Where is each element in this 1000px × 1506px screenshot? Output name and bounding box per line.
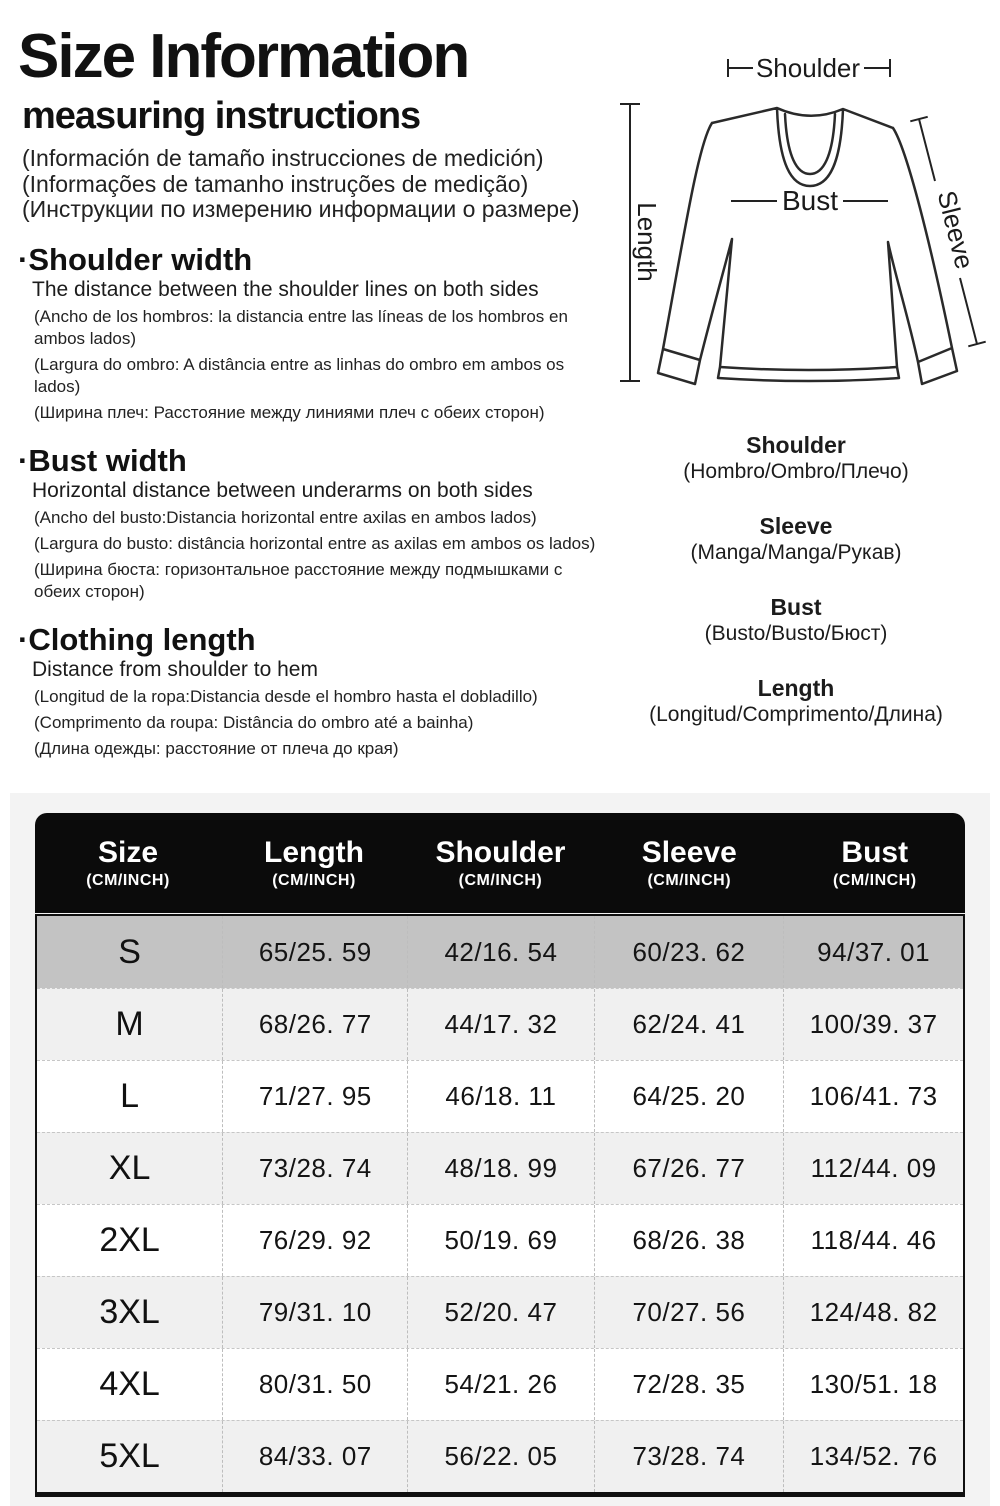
legend-name: Bust xyxy=(770,594,822,620)
shoulder-cell: 50/19. 69 xyxy=(407,1205,593,1276)
shoulder-cell: 48/18. 99 xyxy=(407,1133,593,1204)
column-header-size xyxy=(35,836,221,890)
legend-translation: (Busto/Busto/Бюст) xyxy=(704,622,888,645)
column-unit: (CM/INCH) xyxy=(272,872,356,889)
size-table-panel xyxy=(10,793,990,1506)
column-label: Bust xyxy=(841,836,909,869)
translation-es: (Ancho de los hombros: la distancia entre las líneas de los hombros en ambos lados) xyxy=(34,306,568,348)
size-cell: XL xyxy=(108,1149,151,1187)
shoulder-cell: 56/22. 05 xyxy=(407,1421,593,1492)
table-row-m xyxy=(37,988,963,1060)
section-bust-translations xyxy=(18,507,610,603)
table-row-5xl xyxy=(37,1420,963,1492)
length-cell: 76/29. 92 xyxy=(222,1205,407,1276)
section-shoulder-width xyxy=(18,243,610,424)
legend-item-length xyxy=(600,675,992,728)
length-cell: 65/25. 59 xyxy=(222,916,407,988)
legend-item-sleeve xyxy=(600,513,992,566)
translation-ru: (Ширина плеч: Расстояние между линиями плеч с обеих сторон) xyxy=(34,402,545,422)
sleeve-cell: 60/23. 62 xyxy=(594,916,784,988)
shoulder-cell: 52/20. 47 xyxy=(407,1277,593,1348)
sleeve-cell: 67/26. 77 xyxy=(594,1133,784,1204)
shoulder-cell: 46/18. 11 xyxy=(407,1061,593,1132)
section-length-heading xyxy=(18,623,610,657)
sleeve-cell: 72/28. 35 xyxy=(594,1349,784,1420)
size-cell: 2XL xyxy=(99,1221,160,1259)
bullet-dot: · xyxy=(18,442,29,478)
length-cell: 79/31. 10 xyxy=(222,1277,407,1348)
sleeve-cell: 64/25. 20 xyxy=(594,1061,784,1132)
bust-cell: 134/52. 76 xyxy=(783,1421,963,1492)
size-cell: M xyxy=(115,1005,144,1043)
length-cell: 71/27. 95 xyxy=(222,1061,407,1132)
section-shoulder-translations xyxy=(18,306,610,424)
table-row-s xyxy=(37,916,963,988)
bust-diagram-label: Bust xyxy=(781,185,839,216)
column-unit: (CM/INCH) xyxy=(86,872,170,889)
subtitle-translation-es: (Información de tamaño instrucciones de medición) xyxy=(22,145,544,171)
shoulder-diagram-label: Shoulder xyxy=(755,53,861,83)
legend-translation: (Hombro/Ombro/Плечо) xyxy=(683,460,909,483)
legend-item-shoulder xyxy=(600,432,992,485)
bullet-dot: · xyxy=(18,621,29,657)
sleeve-measure-line xyxy=(910,117,985,346)
translation-pt: (Largura do busto: distância horizontal entre as axilas em ambos os lados) xyxy=(34,533,596,553)
section-length-description: Distance from shoulder to hem xyxy=(32,657,318,681)
length-diagram-label: Length xyxy=(632,202,662,282)
table-row-4xl xyxy=(37,1348,963,1420)
legend-translation: (Manga/Manga/Рукав) xyxy=(690,541,902,564)
section-bust-title: Bust width xyxy=(28,442,187,478)
subtitle-translation-ru: (Инструкции по измерению информации о размере) xyxy=(22,196,580,222)
bullet-dot: · xyxy=(18,241,29,277)
sleeve-cell: 70/27. 56 xyxy=(594,1277,784,1348)
size-cell: 4XL xyxy=(99,1365,160,1403)
column-label: Length xyxy=(264,836,364,869)
section-shoulder-heading xyxy=(18,243,610,277)
column-unit: (CM/INCH) xyxy=(647,872,732,889)
length-cell: 84/33. 07 xyxy=(222,1421,407,1492)
table-row-3xl xyxy=(37,1276,963,1348)
legend-name: Sleeve xyxy=(759,513,833,539)
translation-ru: (Длина одежды: расстояние от плеча до края) xyxy=(34,738,399,758)
bust-cell: 94/37. 01 xyxy=(783,916,963,988)
bust-cell: 124/48. 82 xyxy=(783,1277,963,1348)
shoulder-cell: 42/16. 54 xyxy=(407,916,593,988)
size-table xyxy=(35,813,965,1497)
section-shoulder-title: Shoulder width xyxy=(28,241,253,277)
legend-translation: (Longitud/Comprimento/Длина) xyxy=(649,703,943,726)
section-clothing-length xyxy=(18,623,610,760)
length-cell: 68/26. 77 xyxy=(222,989,407,1060)
shirt-outline xyxy=(658,108,957,384)
bust-cell: 106/41. 73 xyxy=(783,1061,963,1132)
size-cell: S xyxy=(118,932,141,971)
sleeve-cell: 73/28. 74 xyxy=(594,1421,784,1492)
size-cell: L xyxy=(120,1077,140,1115)
legend-name: Length xyxy=(757,675,835,701)
size-cell: 3XL xyxy=(99,1293,160,1331)
column-label: Sleeve xyxy=(641,836,737,869)
legend-name: Shoulder xyxy=(746,432,846,458)
shoulder-cell: 44/17. 32 xyxy=(407,989,593,1060)
column-header-bust xyxy=(785,836,965,890)
translation-es: (Longitud de la ropa:Distancia desde el hombro hasta el dobladillo) xyxy=(34,686,538,706)
column-label: Size xyxy=(97,836,159,869)
length-cell: 73/28. 74 xyxy=(222,1133,407,1204)
column-label: Shoulder xyxy=(435,836,566,869)
length-measure-line xyxy=(620,104,662,381)
size-cell: 5XL xyxy=(99,1437,160,1475)
section-bust-description: Horizontal distance between underarms on both sides xyxy=(32,478,533,502)
section-shoulder-description: The distance between the shoulder lines on both sides xyxy=(32,277,539,301)
size-table-header xyxy=(35,813,965,913)
bust-cell: 130/51. 18 xyxy=(783,1349,963,1420)
bust-measure-line xyxy=(731,185,888,216)
translation-ru: (Ширина бюста: горизонтальное расстояние между подмышками с обеих сторон) xyxy=(34,559,563,601)
sleeve-diagram-label: Sleeve xyxy=(931,187,980,273)
shoulder-measure-line xyxy=(728,53,890,83)
size-table-body xyxy=(35,916,965,1497)
shirt-measurement-diagram xyxy=(600,26,1000,432)
section-bust-heading xyxy=(18,444,610,478)
bust-cell: 118/44. 46 xyxy=(783,1205,963,1276)
measure-legend xyxy=(600,432,992,756)
column-header-sleeve xyxy=(594,836,785,890)
column-unit: (CM/INCH) xyxy=(458,872,543,889)
instructions-column xyxy=(18,24,610,760)
bust-cell: 100/39. 37 xyxy=(783,989,963,1060)
subtitle-translation-pt: (Informações de tamanho instruções de medição) xyxy=(22,170,529,197)
length-cell: 80/31. 50 xyxy=(222,1349,407,1420)
translation-pt: (Comprimento da roupa: Distância do ombro até a bainha) xyxy=(34,712,474,732)
table-row-xl xyxy=(37,1132,963,1204)
translation-es: (Ancho del busto:Distancia horizontal entre axilas en ambos lados) xyxy=(34,507,537,527)
subtitle-translations xyxy=(22,146,610,223)
section-length-translations xyxy=(18,686,610,760)
table-row-l xyxy=(37,1060,963,1132)
shirt-diagram-svg xyxy=(600,26,1000,432)
column-unit: (CM/INCH) xyxy=(832,872,917,889)
page-title: Size Information xyxy=(18,22,469,91)
page-subtitle: measuring instructions xyxy=(22,95,421,137)
translation-pt: (Largura do ombro: A distância entre as linhas do ombro em ambos os lados) xyxy=(34,354,565,396)
legend-item-bust xyxy=(600,594,992,647)
bust-cell: 112/44. 09 xyxy=(783,1133,963,1204)
shoulder-cell: 54/21. 26 xyxy=(407,1349,593,1420)
column-header-length xyxy=(221,836,407,890)
section-bust-width xyxy=(18,444,610,603)
sleeve-cell: 62/24. 41 xyxy=(594,989,784,1060)
sleeve-cell: 68/26. 38 xyxy=(594,1205,784,1276)
section-length-title: Clothing length xyxy=(28,621,256,657)
table-row-2xl xyxy=(37,1204,963,1276)
column-header-shoulder xyxy=(407,836,594,890)
